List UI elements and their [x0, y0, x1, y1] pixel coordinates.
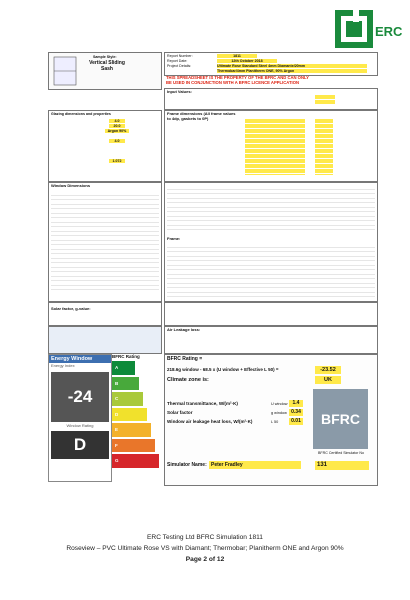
project-details-label: Project Details:	[167, 64, 192, 68]
bfrc-rating-title: BFRC Rating	[112, 354, 140, 359]
rating-band-e: E	[112, 423, 151, 437]
rating-band-c: C	[112, 392, 143, 406]
window-sketch-icon	[53, 56, 77, 86]
window-dims-title: Window Dimensions	[51, 183, 91, 188]
glazing-pane2: 4.0	[109, 139, 125, 143]
solar-factor-value: 0.34	[289, 409, 303, 416]
thermal-label: Thermal transmittance, W/(m²·K)	[167, 401, 238, 406]
project-details-1: Ultimate Rose Standard Steel 4mm Diamante/20mm	[217, 64, 367, 68]
property-warning-line2: BE USED IN CONJUNCTION WITH A BFRC LICENCE APPLICATION	[166, 79, 299, 85]
thermal-value: 1.4	[289, 400, 303, 407]
erc-logo-text: ERC	[375, 24, 403, 39]
frame-dims-box	[164, 110, 378, 182]
air-leakage-sym: L 50	[271, 420, 279, 424]
footer-page: Page 2 of 12	[185, 556, 225, 563]
property-warning	[166, 76, 376, 86]
solar-box	[48, 302, 162, 326]
footer-line2: Roseview – PVC Ultimate Rose VS with Diamant; Thermobar; Planitherm ONE and Argon 90%	[66, 545, 344, 552]
report-info-box	[164, 52, 378, 76]
report-number-label: Report Number:	[167, 54, 193, 58]
glazing-cavity: 20.0	[109, 124, 125, 128]
bfrc-rating-panel	[164, 354, 378, 486]
report-date-label: Report Date:	[167, 59, 188, 63]
bfrc-rating-label: BFRC Rating =	[167, 356, 203, 362]
air-leakage-label: Window air leakage heat loss, W/(m²·K)	[167, 419, 253, 424]
climate-value: UK	[315, 376, 341, 384]
input-values-title: Input Values:	[167, 89, 192, 94]
glazing-pane1: 4.0	[109, 119, 125, 123]
bfrc-formula-value: -23.52	[315, 366, 341, 374]
sample-style-label: Sample Style:	[93, 55, 117, 59]
sample-style-box	[48, 52, 162, 90]
air-title: Air Leakage loss:	[167, 327, 201, 332]
rating-band-g: G	[112, 454, 159, 468]
project-details-2: Thermobar/4mm Planitherm ONE, 90% Argon	[217, 69, 367, 73]
energy-subtitle: Energy Index	[51, 363, 75, 369]
air-leakage-value: 0.01	[289, 418, 303, 425]
bfrc-certified-label: BFRC Certified Simulator No	[318, 451, 364, 455]
window-dims-box	[48, 182, 162, 302]
energy-rating-value: D	[51, 431, 109, 459]
solar-factor-label: Solar factor	[167, 410, 193, 415]
report-number: 1811	[217, 54, 257, 58]
frame-dims-title: Frame dimensions (All frame values to 4dp, gaskets to 0P)	[167, 111, 236, 121]
glazing-gas: Argon 90%	[105, 129, 129, 133]
rating-band-f: F	[112, 439, 155, 453]
sample-style-value: Vertical Sliding Sash	[89, 60, 125, 72]
glazing-box	[48, 110, 162, 182]
erc-logo	[333, 8, 403, 52]
glazing-title: Glazing dimensions and properties	[51, 112, 111, 116]
rating-band-a: A	[112, 361, 135, 375]
frame-box	[164, 182, 378, 302]
solar-title: Solar factor, g-value:	[51, 306, 91, 311]
simulator-name: Peter Fradley	[209, 461, 301, 469]
climate-label: Climate zone is:	[167, 377, 209, 383]
footer-line1: ERC Testing Ltd BFRC Simulation 1811	[147, 534, 263, 541]
solar-factor-sym: g window	[271, 411, 287, 415]
bfrc-report-sheet	[48, 52, 376, 484]
energy-rating-label: Window Rating	[66, 422, 94, 428]
solar-detail-box	[164, 302, 378, 326]
thermal-sym: U window	[271, 402, 288, 406]
simulator-name-label: Simulator Name:	[167, 462, 207, 468]
rating-bands	[112, 354, 160, 480]
input-values-box	[164, 88, 378, 110]
rating-band-d: D	[112, 408, 147, 422]
bfrc-badge: BFRC	[313, 389, 368, 449]
air-box	[164, 326, 378, 354]
frame-title: Frame:	[167, 236, 181, 241]
uvalue-summary-box	[48, 326, 162, 354]
report-date: 12th October 2018	[217, 59, 277, 63]
property-warning-line1: THIS SPREADSHEET IS THE PROPERTY OF THE BFRC AND CAN ONLY	[166, 75, 309, 80]
bfrc-formula: 218.6g window - 68.5 x (U window + Effective L 50) =	[167, 367, 279, 372]
energy-index-value: -24	[51, 372, 109, 422]
energy-title: Energy Window	[49, 355, 111, 363]
rating-band-b: B	[112, 377, 139, 391]
glazing-ug: 1.072	[109, 159, 125, 163]
energy-label	[48, 354, 112, 482]
simulator-number: 131	[315, 461, 369, 470]
erc-logo-mark	[333, 8, 403, 52]
